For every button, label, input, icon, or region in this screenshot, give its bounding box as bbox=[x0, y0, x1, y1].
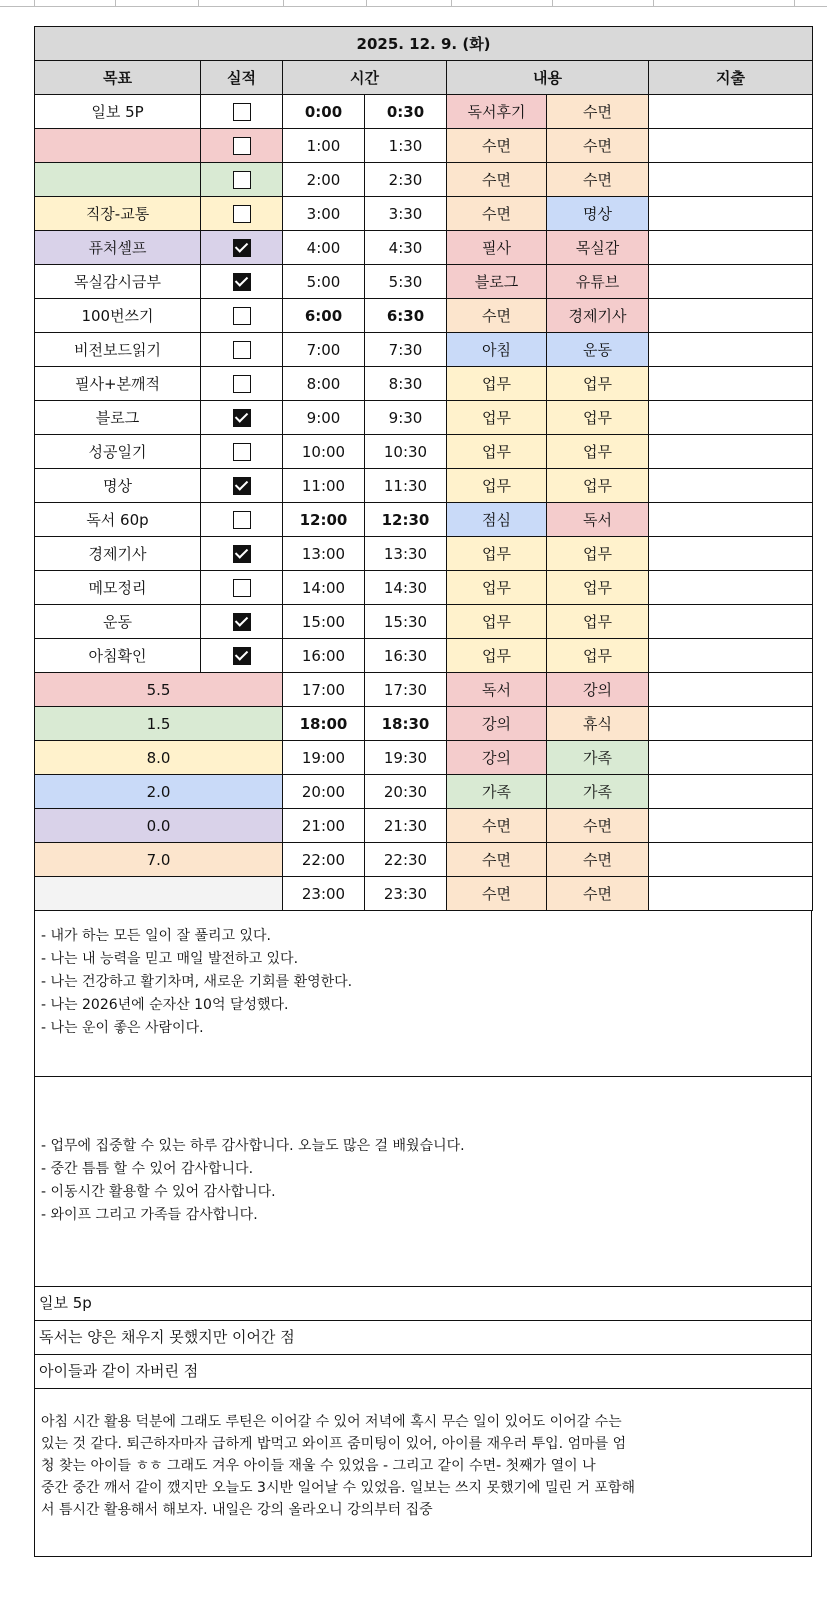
summary-cell[interactable]: 2.0 bbox=[35, 775, 283, 809]
content-cell-1[interactable]: 업무 bbox=[447, 435, 547, 469]
schedule-row bbox=[35, 401, 813, 435]
content-header: 내용 bbox=[447, 61, 649, 95]
goal-header: 목표 bbox=[35, 61, 201, 95]
goal-cell[interactable]: 목실감시금부 bbox=[35, 265, 201, 299]
content-cell-2[interactable]: 업무 bbox=[547, 469, 649, 503]
expense-cell[interactable] bbox=[649, 673, 813, 707]
start-time-cell[interactable]: 11:00 bbox=[283, 469, 365, 503]
content-cell-1[interactable]: 업무 bbox=[447, 401, 547, 435]
goal-cell[interactable]: 직장-교통 bbox=[35, 197, 201, 231]
end-time-cell[interactable]: 19:30 bbox=[365, 741, 447, 775]
content-cell-2[interactable]: 수면 bbox=[547, 877, 649, 911]
schedule-row bbox=[35, 197, 813, 231]
content-cell-2[interactable]: 목실감 bbox=[547, 231, 649, 265]
done-cell[interactable] bbox=[201, 163, 283, 197]
gratitude-line: - 와이프 그리고 가족들 감사합니다. bbox=[41, 1207, 258, 1223]
unchecked-checkbox[interactable] bbox=[233, 511, 251, 529]
expense-cell[interactable] bbox=[649, 163, 813, 197]
affirmation-line: - 나는 내 능력을 믿고 매일 발전하고 있다. bbox=[41, 951, 299, 967]
schedule-row bbox=[35, 741, 813, 775]
end-time-cell[interactable]: 0:30 bbox=[365, 95, 447, 129]
done-cell[interactable] bbox=[201, 571, 283, 605]
start-time-cell[interactable]: 4:00 bbox=[283, 231, 365, 265]
schedule-row bbox=[35, 877, 813, 911]
summary-cell[interactable]: 8.0 bbox=[35, 741, 283, 775]
checked-checkbox[interactable] bbox=[233, 545, 251, 563]
checked-checkbox[interactable] bbox=[233, 239, 251, 257]
reflection-box[interactable] bbox=[34, 1389, 812, 1557]
end-time-cell[interactable]: 3:30 bbox=[365, 197, 447, 231]
start-time-cell[interactable]: 13:00 bbox=[283, 537, 365, 571]
end-time-cell[interactable]: 12:30 bbox=[365, 503, 447, 537]
end-time-cell[interactable]: 13:30 bbox=[365, 537, 447, 571]
done-cell[interactable] bbox=[201, 435, 283, 469]
content-cell-1[interactable]: 독서후기 bbox=[447, 95, 547, 129]
schedule-row bbox=[35, 129, 813, 163]
content-cell-2[interactable]: 명상 bbox=[547, 197, 649, 231]
goal-cell[interactable]: 경제기사 bbox=[35, 537, 201, 571]
checked-checkbox[interactable] bbox=[233, 409, 251, 427]
affirmation-line: - 나는 2026년에 순자산 10억 달성했다. bbox=[41, 997, 289, 1013]
summary-cell[interactable]: 0.0 bbox=[35, 809, 283, 843]
content-cell-1[interactable]: 독서 bbox=[447, 673, 547, 707]
content-cell-1[interactable]: 업무 bbox=[447, 469, 547, 503]
expense-cell[interactable] bbox=[649, 435, 813, 469]
affirmations-box[interactable] bbox=[34, 911, 812, 1077]
content-cell-2[interactable]: 업무 bbox=[547, 639, 649, 673]
end-time-cell[interactable]: 9:30 bbox=[365, 401, 447, 435]
summary-cell[interactable] bbox=[35, 877, 283, 911]
content-cell-2[interactable]: 수면 bbox=[547, 163, 649, 197]
expense-cell[interactable] bbox=[649, 129, 813, 163]
goal-cell[interactable]: 아침확인 bbox=[35, 639, 201, 673]
start-time-cell[interactable]: 7:00 bbox=[283, 333, 365, 367]
unchecked-checkbox[interactable] bbox=[233, 443, 251, 461]
content-cell-1[interactable]: 점심 bbox=[447, 503, 547, 537]
reflection-line: 있는 것 같다. 퇴근하자마자 급하게 밥먹고 와이프 줌미팅이 있어, 아이를 재우러 투입. 엄마를 엄 bbox=[41, 1436, 627, 1452]
start-time-cell[interactable]: 1:00 bbox=[283, 129, 365, 163]
done-cell[interactable] bbox=[201, 401, 283, 435]
summary-cell[interactable]: 1.5 bbox=[35, 707, 283, 741]
done-cell[interactable] bbox=[201, 537, 283, 571]
expense-cell[interactable] bbox=[649, 605, 813, 639]
content-cell-2[interactable]: 업무 bbox=[547, 537, 649, 571]
expense-cell[interactable] bbox=[649, 367, 813, 401]
end-time-cell[interactable]: 16:30 bbox=[365, 639, 447, 673]
expense-header: 지출 bbox=[649, 61, 813, 95]
schedule-row bbox=[35, 537, 813, 571]
content-cell-2[interactable]: 수면 bbox=[547, 843, 649, 877]
content-cell-2[interactable]: 업무 bbox=[547, 571, 649, 605]
schedule-row bbox=[35, 367, 813, 401]
start-time-cell[interactable]: 23:00 bbox=[283, 877, 365, 911]
schedule-row bbox=[35, 571, 813, 605]
expense-cell[interactable] bbox=[649, 503, 813, 537]
gratitude-box[interactable] bbox=[34, 1077, 812, 1287]
header-row bbox=[35, 61, 813, 95]
expense-cell[interactable] bbox=[649, 775, 813, 809]
goal-cell[interactable]: 메모정리 bbox=[35, 571, 201, 605]
end-time-cell[interactable]: 23:30 bbox=[365, 877, 447, 911]
expense-cell[interactable] bbox=[649, 537, 813, 571]
done-cell[interactable] bbox=[201, 231, 283, 265]
expense-cell[interactable] bbox=[649, 299, 813, 333]
checked-checkbox[interactable] bbox=[233, 613, 251, 631]
checked-checkbox[interactable] bbox=[233, 273, 251, 291]
content-cell-1[interactable]: 아침 bbox=[447, 333, 547, 367]
end-time-cell[interactable]: 18:30 bbox=[365, 707, 447, 741]
reflection-line: 서 틈시간 활용해서 해보자. 내일은 강의 올라오니 강의부터 집중 bbox=[41, 1502, 433, 1518]
end-time-cell[interactable]: 5:30 bbox=[365, 265, 447, 299]
end-time-cell[interactable]: 10:30 bbox=[365, 435, 447, 469]
title-row bbox=[35, 27, 813, 61]
schedule-row bbox=[35, 775, 813, 809]
end-time-cell[interactable]: 1:30 bbox=[365, 129, 447, 163]
goal-cell[interactable] bbox=[35, 129, 201, 163]
content-cell-2[interactable]: 가족 bbox=[547, 741, 649, 775]
schedule-row bbox=[35, 231, 813, 265]
daily-planner-sheet bbox=[34, 26, 812, 1557]
schedule-row bbox=[35, 333, 813, 367]
start-time-cell[interactable]: 10:00 bbox=[283, 435, 365, 469]
content-cell-2[interactable]: 수면 bbox=[547, 129, 649, 163]
goal-cell[interactable]: 퓨처셀프 bbox=[35, 231, 201, 265]
date-title: 2025. 12. 9. (화) bbox=[35, 27, 813, 61]
expense-cell[interactable] bbox=[649, 401, 813, 435]
unchecked-checkbox[interactable] bbox=[233, 171, 251, 189]
content-cell-2[interactable]: 운동 bbox=[547, 333, 649, 367]
end-time-cell[interactable]: 15:30 bbox=[365, 605, 447, 639]
start-time-cell[interactable]: 19:00 bbox=[283, 741, 365, 775]
end-time-cell[interactable]: 21:30 bbox=[365, 809, 447, 843]
schedule-row bbox=[35, 673, 813, 707]
goal-cell[interactable]: 운동 bbox=[35, 605, 201, 639]
expense-cell[interactable] bbox=[649, 877, 813, 911]
goal-cell[interactable]: 비전보드읽기 bbox=[35, 333, 201, 367]
start-time-cell[interactable]: 8:00 bbox=[283, 367, 365, 401]
end-time-cell[interactable]: 2:30 bbox=[365, 163, 447, 197]
expense-cell[interactable] bbox=[649, 231, 813, 265]
content-cell-2[interactable]: 독서 bbox=[547, 503, 649, 537]
done-cell[interactable] bbox=[201, 469, 283, 503]
reflection-line: 중간 중간 깨서 같이 깼지만 오늘도 3시반 일어날 수 있었음. 일보는 쓰지 못했기에 밀린 거 포함해 bbox=[41, 1480, 636, 1496]
expense-cell[interactable] bbox=[649, 843, 813, 877]
done-header: 실적 bbox=[201, 61, 283, 95]
goal-cell[interactable] bbox=[35, 163, 201, 197]
schedule-row bbox=[35, 95, 813, 129]
end-time-cell[interactable]: 11:30 bbox=[365, 469, 447, 503]
end-time-cell[interactable]: 8:30 bbox=[365, 367, 447, 401]
spreadsheet-top-grid bbox=[0, 0, 827, 7]
start-time-cell[interactable]: 2:00 bbox=[283, 163, 365, 197]
gratitude-line: - 중간 틈틈 할 수 있어 감사합니다. bbox=[41, 1161, 254, 1177]
reflection-line: 아침 시간 활용 덕분에 그래도 루틴은 이어갈 수 있어 저녁에 혹시 무슨 일이 있어도 이어갈 수는 bbox=[41, 1414, 622, 1430]
start-time-cell[interactable]: 5:00 bbox=[283, 265, 365, 299]
schedule-row bbox=[35, 809, 813, 843]
start-time-cell[interactable]: 16:00 bbox=[283, 639, 365, 673]
start-time-cell[interactable]: 22:00 bbox=[283, 843, 365, 877]
content-cell-1[interactable]: 필사 bbox=[447, 231, 547, 265]
goal-cell[interactable]: 필사+본깨적 bbox=[35, 367, 201, 401]
goal-cell[interactable]: 독서 60p bbox=[35, 503, 201, 537]
start-time-cell[interactable]: 12:00 bbox=[283, 503, 365, 537]
expense-cell[interactable] bbox=[649, 333, 813, 367]
content-cell-2[interactable]: 수면 bbox=[547, 809, 649, 843]
start-time-cell[interactable]: 0:00 bbox=[283, 95, 365, 129]
content-cell-2[interactable]: 업무 bbox=[547, 367, 649, 401]
content-cell-2[interactable]: 강의 bbox=[547, 673, 649, 707]
end-time-cell[interactable]: 17:30 bbox=[365, 673, 447, 707]
unchecked-checkbox[interactable] bbox=[233, 341, 251, 359]
review-line-row[interactable]: 아이들과 같이 자버린 점 bbox=[34, 1355, 812, 1389]
done-cell[interactable] bbox=[201, 367, 283, 401]
expense-cell[interactable] bbox=[649, 707, 813, 741]
goal-cell[interactable]: 블로그 bbox=[35, 401, 201, 435]
done-cell[interactable] bbox=[201, 639, 283, 673]
content-cell-1[interactable]: 강의 bbox=[447, 741, 547, 775]
time-header: 시간 bbox=[283, 61, 447, 95]
start-time-cell[interactable]: 6:00 bbox=[283, 299, 365, 333]
schedule-row bbox=[35, 707, 813, 741]
start-time-cell[interactable]: 14:00 bbox=[283, 571, 365, 605]
content-cell-2[interactable]: 경제기사 bbox=[547, 299, 649, 333]
content-cell-2[interactable]: 업무 bbox=[547, 401, 649, 435]
start-time-cell[interactable]: 15:00 bbox=[283, 605, 365, 639]
expense-cell[interactable] bbox=[649, 265, 813, 299]
unchecked-checkbox[interactable] bbox=[233, 205, 251, 223]
expense-cell[interactable] bbox=[649, 809, 813, 843]
content-cell-1[interactable]: 수면 bbox=[447, 129, 547, 163]
expense-cell[interactable] bbox=[649, 639, 813, 673]
checked-checkbox[interactable] bbox=[233, 477, 251, 495]
gratitude-line: - 이동시간 활용할 수 있어 감사합니다. bbox=[41, 1184, 276, 1200]
expense-cell[interactable] bbox=[649, 741, 813, 775]
affirmation-line: - 내가 하는 모든 일이 잘 풀리고 있다. bbox=[41, 928, 271, 944]
goal-cell[interactable]: 100번쓰기 bbox=[35, 299, 201, 333]
review-line-row[interactable]: 일보 5p bbox=[34, 1287, 812, 1321]
content-cell-1[interactable]: 수면 bbox=[447, 197, 547, 231]
schedule-row bbox=[35, 469, 813, 503]
content-cell-1[interactable]: 수면 bbox=[447, 843, 547, 877]
start-time-cell[interactable]: 9:00 bbox=[283, 401, 365, 435]
content-cell-1[interactable]: 수면 bbox=[447, 877, 547, 911]
done-cell[interactable] bbox=[201, 265, 283, 299]
review-line-row[interactable]: 독서는 양은 채우지 못했지만 이어간 점 bbox=[34, 1321, 812, 1355]
done-cell[interactable] bbox=[201, 333, 283, 367]
checked-checkbox[interactable] bbox=[233, 647, 251, 665]
schedule-row bbox=[35, 265, 813, 299]
affirmation-line: - 나는 운이 좋은 사람이다. bbox=[41, 1020, 204, 1036]
end-time-cell[interactable]: 6:30 bbox=[365, 299, 447, 333]
schedule-row bbox=[35, 163, 813, 197]
start-time-cell[interactable]: 20:00 bbox=[283, 775, 365, 809]
goal-cell[interactable]: 명상 bbox=[35, 469, 201, 503]
expense-cell[interactable] bbox=[649, 469, 813, 503]
schedule-row bbox=[35, 435, 813, 469]
reflection-line: 청 찾는 아이들 ㅎㅎ 그래도 겨우 아이들 재울 수 있었음 - 그리고 같이 수면- 첫째가 열이 나 bbox=[41, 1458, 596, 1474]
start-time-cell[interactable]: 17:00 bbox=[283, 673, 365, 707]
content-cell-2[interactable]: 휴식 bbox=[547, 707, 649, 741]
schedule-row bbox=[35, 299, 813, 333]
content-cell-1[interactable]: 업무 bbox=[447, 639, 547, 673]
content-cell-2[interactable]: 유튜브 bbox=[547, 265, 649, 299]
start-time-cell[interactable]: 3:00 bbox=[283, 197, 365, 231]
schedule-row bbox=[35, 843, 813, 877]
schedule-row bbox=[35, 605, 813, 639]
expense-cell[interactable] bbox=[649, 197, 813, 231]
content-cell-1[interactable]: 업무 bbox=[447, 571, 547, 605]
goal-cell[interactable]: 성공일기 bbox=[35, 435, 201, 469]
summary-cell[interactable]: 5.5 bbox=[35, 673, 283, 707]
expense-cell[interactable] bbox=[649, 571, 813, 605]
affirmation-line: - 나는 건강하고 활기차며, 새로운 기회를 환영한다. bbox=[41, 974, 353, 990]
end-time-cell[interactable]: 22:30 bbox=[365, 843, 447, 877]
done-cell[interactable] bbox=[201, 299, 283, 333]
start-time-cell[interactable]: 18:00 bbox=[283, 707, 365, 741]
content-cell-1[interactable]: 가족 bbox=[447, 775, 547, 809]
schedule-row bbox=[35, 639, 813, 673]
unchecked-checkbox[interactable] bbox=[233, 103, 251, 121]
content-cell-1[interactable]: 수면 bbox=[447, 163, 547, 197]
expense-cell[interactable] bbox=[649, 95, 813, 129]
done-cell[interactable] bbox=[201, 197, 283, 231]
end-time-cell[interactable]: 7:30 bbox=[365, 333, 447, 367]
schedule-table bbox=[34, 26, 813, 911]
content-cell-1[interactable]: 업무 bbox=[447, 537, 547, 571]
end-time-cell[interactable]: 14:30 bbox=[365, 571, 447, 605]
end-time-cell[interactable]: 4:30 bbox=[365, 231, 447, 265]
content-cell-2[interactable]: 수면 bbox=[547, 95, 649, 129]
done-cell[interactable] bbox=[201, 605, 283, 639]
goal-cell[interactable]: 일보 5P bbox=[35, 95, 201, 129]
content-cell-1[interactable]: 블로그 bbox=[447, 265, 547, 299]
content-cell-1[interactable]: 업무 bbox=[447, 367, 547, 401]
content-cell-1[interactable]: 강의 bbox=[447, 707, 547, 741]
content-cell-2[interactable]: 업무 bbox=[547, 605, 649, 639]
content-cell-1[interactable]: 수면 bbox=[447, 809, 547, 843]
end-time-cell[interactable]: 20:30 bbox=[365, 775, 447, 809]
content-cell-2[interactable]: 업무 bbox=[547, 435, 649, 469]
content-cell-1[interactable]: 수면 bbox=[447, 299, 547, 333]
start-time-cell[interactable]: 21:00 bbox=[283, 809, 365, 843]
content-cell-2[interactable]: 가족 bbox=[547, 775, 649, 809]
gratitude-line: - 업무에 집중할 수 있는 하루 감사합니다. 오늘도 많은 걸 배웠습니다. bbox=[41, 1138, 465, 1154]
schedule-row bbox=[35, 503, 813, 537]
done-cell[interactable] bbox=[201, 95, 283, 129]
unchecked-checkbox[interactable] bbox=[233, 307, 251, 325]
unchecked-checkbox[interactable] bbox=[233, 375, 251, 393]
done-cell[interactable] bbox=[201, 503, 283, 537]
summary-cell[interactable]: 7.0 bbox=[35, 843, 283, 877]
unchecked-checkbox[interactable] bbox=[233, 137, 251, 155]
content-cell-1[interactable]: 업무 bbox=[447, 605, 547, 639]
unchecked-checkbox[interactable] bbox=[233, 579, 251, 597]
done-cell[interactable] bbox=[201, 129, 283, 163]
